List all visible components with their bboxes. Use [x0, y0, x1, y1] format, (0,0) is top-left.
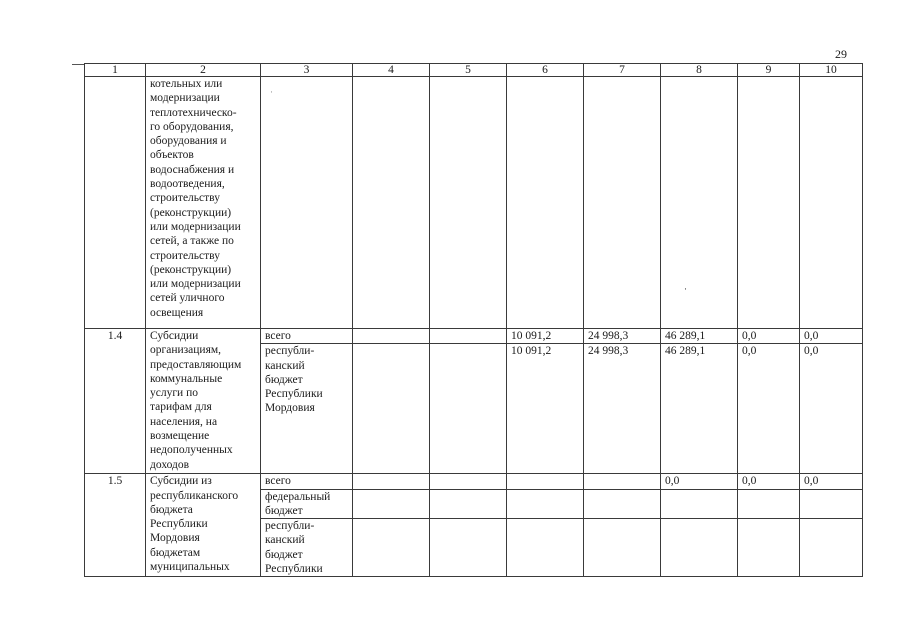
page-number: 29	[835, 47, 847, 61]
source-cell: республи- канский бюджет Республики Мордовия	[261, 344, 353, 474]
margin-rule	[72, 64, 84, 65]
value-cell	[507, 489, 584, 519]
table-row	[85, 329, 863, 344]
scan-speck: ·	[684, 284, 687, 294]
value-cell	[353, 519, 430, 577]
value-cell: 0,0	[661, 474, 738, 489]
table-row	[85, 77, 863, 329]
value-cell	[584, 77, 661, 329]
header-cell: 5	[430, 64, 507, 77]
value-cell: 46 289,1	[661, 344, 738, 474]
num-cell: 1.5	[85, 474, 146, 577]
desc-cell: Субсидии организациям, предоставляющим коммунальные услуги по тарифам для населения, на возмещение недополученных доходов	[146, 329, 261, 474]
value-cell	[353, 489, 430, 519]
header-cell: 2	[146, 64, 261, 77]
source-cell: всего	[261, 474, 353, 489]
header-cell: 9	[738, 64, 800, 77]
value-cell: 0,0	[738, 344, 800, 474]
num-cell: 1.4	[85, 329, 146, 474]
header-cell: 4	[353, 64, 430, 77]
value-cell: 24 998,3	[584, 329, 661, 344]
value-cell	[661, 519, 738, 577]
value-cell	[800, 489, 863, 519]
value-cell	[353, 344, 430, 474]
source-cell: всего	[261, 329, 353, 344]
value-cell	[507, 77, 584, 329]
value-cell	[661, 489, 738, 519]
value-cell	[353, 329, 430, 344]
value-cell: 24 998,3	[584, 344, 661, 474]
value-cell	[584, 489, 661, 519]
num-cell	[85, 77, 146, 329]
value-cell: 0,0	[800, 329, 863, 344]
source-cell: республи- канский бюджет Республики	[261, 519, 353, 577]
header-cell: 6	[507, 64, 584, 77]
value-cell: 0,0	[800, 474, 863, 489]
budget-table	[84, 63, 863, 577]
source-cell: федеральный бюджет	[261, 489, 353, 519]
value-cell	[430, 489, 507, 519]
desc-cell: котельных или модернизации теплотехническо- го оборудования, оборудования и объектов водоснабжения и водоотведения, строительству (реконструкции) или модернизации сетей, а также по строительству (реконструкции) или модернизации сетей уличного освещения	[146, 77, 261, 329]
header-cell: 3	[261, 64, 353, 77]
value-cell: 10 091,2	[507, 329, 584, 344]
table-row	[85, 474, 863, 489]
value-cell: 46 289,1	[661, 329, 738, 344]
value-cell	[430, 329, 507, 344]
value-cell	[800, 519, 863, 577]
header-row	[85, 64, 863, 77]
value-cell: 0,0	[800, 344, 863, 474]
value-cell	[507, 474, 584, 489]
value-cell	[738, 489, 800, 519]
scan-speck: ·	[270, 87, 273, 97]
value-cell: 0,0	[738, 329, 800, 344]
value-cell	[430, 519, 507, 577]
value-cell	[507, 519, 584, 577]
value-cell: 0,0	[738, 474, 800, 489]
value-cell	[738, 519, 800, 577]
header-cell: 8	[661, 64, 738, 77]
value-cell	[738, 77, 800, 329]
value-cell	[353, 474, 430, 489]
header-cell: 7	[584, 64, 661, 77]
value-cell	[584, 474, 661, 489]
value-cell	[661, 77, 738, 329]
desc-cell: Субсидии из республиканского бюджета Республики Мордовия бюджетам муниципальных	[146, 474, 261, 577]
value-cell: 10 091,2	[507, 344, 584, 474]
value-cell	[584, 519, 661, 577]
value-cell	[430, 344, 507, 474]
header-cell: 10	[800, 64, 863, 77]
value-cell	[430, 474, 507, 489]
value-cell	[430, 77, 507, 329]
source-cell	[261, 77, 353, 329]
header-cell: 1	[85, 64, 146, 77]
value-cell	[353, 77, 430, 329]
value-cell	[800, 77, 863, 329]
